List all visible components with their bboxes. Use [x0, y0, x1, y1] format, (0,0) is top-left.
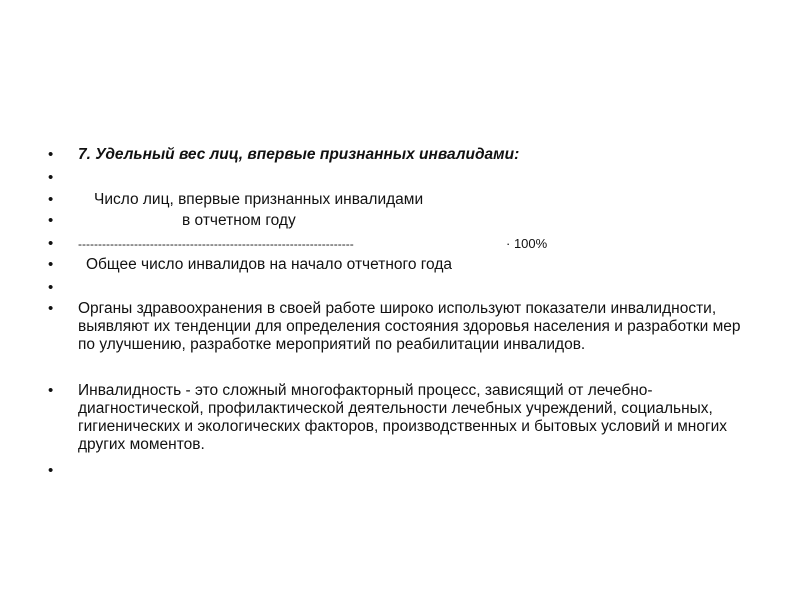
- bullet-marker: •: [48, 235, 54, 252]
- bullet-marker: •: [48, 191, 54, 208]
- bullet-marker: •: [48, 146, 54, 163]
- bullet-marker: •: [48, 169, 54, 186]
- bullet-marker: •: [48, 212, 54, 229]
- formula-numerator-line1: Число лиц, впервые признанных инвалидами: [94, 191, 424, 208]
- formula-numerator-line2: в отчетном году: [182, 212, 296, 229]
- bullet-marker: •: [48, 382, 54, 399]
- paragraph-1: Органы здравоохранения в своей работе широко используют показатели инвалидности, выявляют их тенденции для определения состояния здоровья населения и разработки мер по улучшению, разработке мероприятий по реабилитации инвалидов.: [78, 300, 741, 353]
- slide-title: 7. Удельный вес лиц, впервые признанных инвалидами:: [78, 146, 520, 163]
- bullet-marker: •: [48, 256, 54, 273]
- bullet-marker: •: [48, 300, 54, 317]
- bullet-marker: •: [48, 462, 54, 479]
- formula-fraction-line: ---------------------------------------------------------------------: [78, 237, 354, 251]
- paragraph-2: Инвалидность - это сложный многофакторный процесс, зависящий от лечебно-диагностической, профилактической деятельности лечебных учреждений, социальных, гигиенических и экологических факторов, производственных и бытовых условий и многих других моментов.: [78, 382, 728, 453]
- formula-multiplier: · 100%: [506, 236, 548, 251]
- formula-denominator: Общее число инвалидов на начало отчетного года: [86, 256, 452, 273]
- bullet-marker: •: [48, 279, 54, 296]
